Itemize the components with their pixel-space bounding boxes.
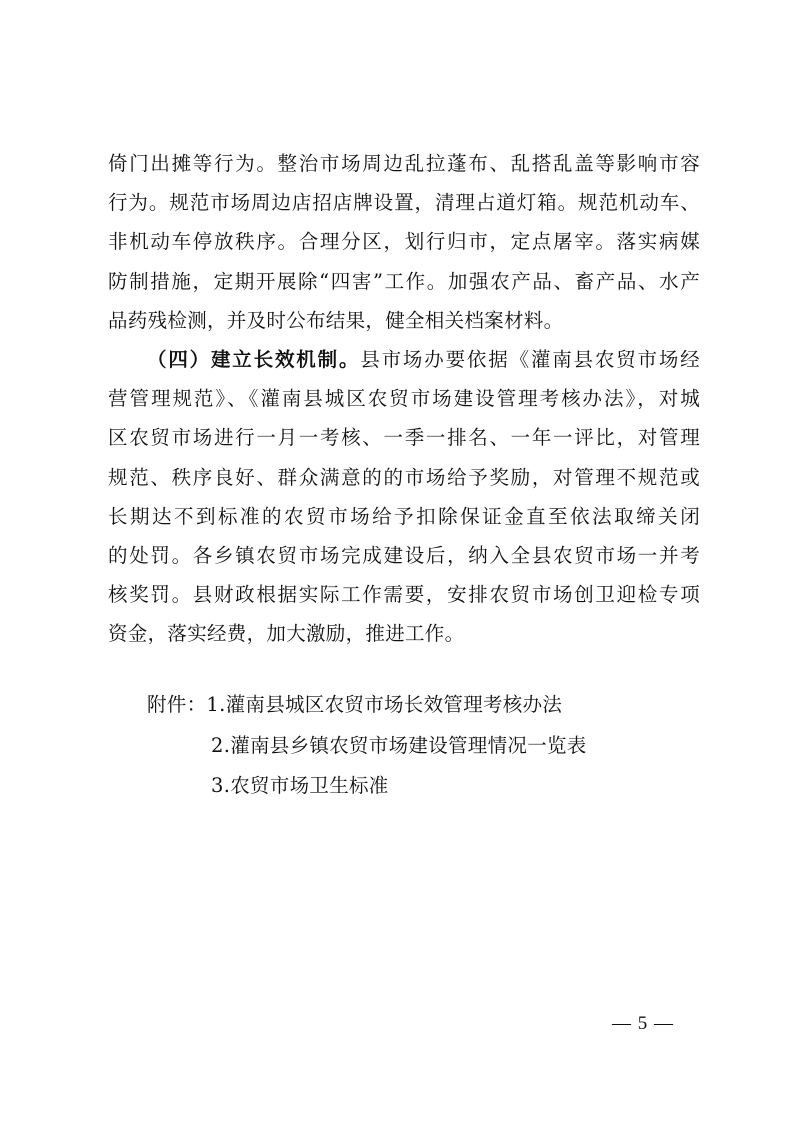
- text-line: 核奖罚。县财政根据实际工作需要，安排农贸市场创卫迎检专项: [108, 583, 700, 607]
- attachment-item: [147, 685, 587, 726]
- text-line: 非机动车停放秩序。合理分区，划行归市，定点屠宰。落实病媒: [108, 230, 700, 254]
- paragraph-1: [108, 144, 700, 340]
- text-line: 防制措施，定期开展除“四害”工作。加强农产品、畜产品、水产: [108, 269, 700, 293]
- text-line: 的处罚。各乡镇农贸市场完成建设后，纳入全县农贸市场一并考: [108, 543, 700, 567]
- heading-continuation: 县市场办要依据《灌南县农贸市场经: [360, 347, 700, 371]
- text-line: [108, 340, 700, 379]
- text-line: 倚门出摊等行为。整治市场周边乱拉蓬布、乱搭乱盖等影响市容: [108, 152, 700, 175]
- text-line: 资金，落实经费，加大激励，推进工作。: [108, 622, 465, 646]
- attachment-item: 3.农贸市场卫生标准: [211, 774, 389, 797]
- section-heading: （四）建立长效机制。: [147, 347, 361, 371]
- attachments-label: 附件：: [147, 693, 207, 716]
- page-number: — 5 —: [612, 1013, 674, 1034]
- attachment-title: 1.灌南县城区农贸市场长效管理考核办法: [206, 693, 563, 716]
- body-text: [108, 144, 700, 653]
- paragraph-2: [108, 340, 700, 654]
- text-line: 区农贸市场进行一月一考核、一季一排名、一年一评比，对管理: [108, 426, 700, 450]
- text-line: 营管理规范》、《灌南县城区农贸市场建设管理考核办法》，对城: [108, 387, 700, 411]
- attachment-item: 2.灌南县乡镇农贸市场建设管理情况一览表: [211, 733, 587, 757]
- text-line: 长期达不到标准的农贸市场给予扣除保证金直至依法取缔关闭: [108, 504, 700, 528]
- text-line: 规范、秩序良好、群众满意的的市场给予奖励，对管理不规范或: [108, 465, 700, 489]
- text-line: 行为。规范市场周边店招店牌设置，清理占道灯箱。规范机动车、: [108, 191, 700, 215]
- attachments-list: [147, 685, 587, 807]
- text-line: 品药残检测，并及时公布结果，健全相关档案材料。: [108, 308, 564, 332]
